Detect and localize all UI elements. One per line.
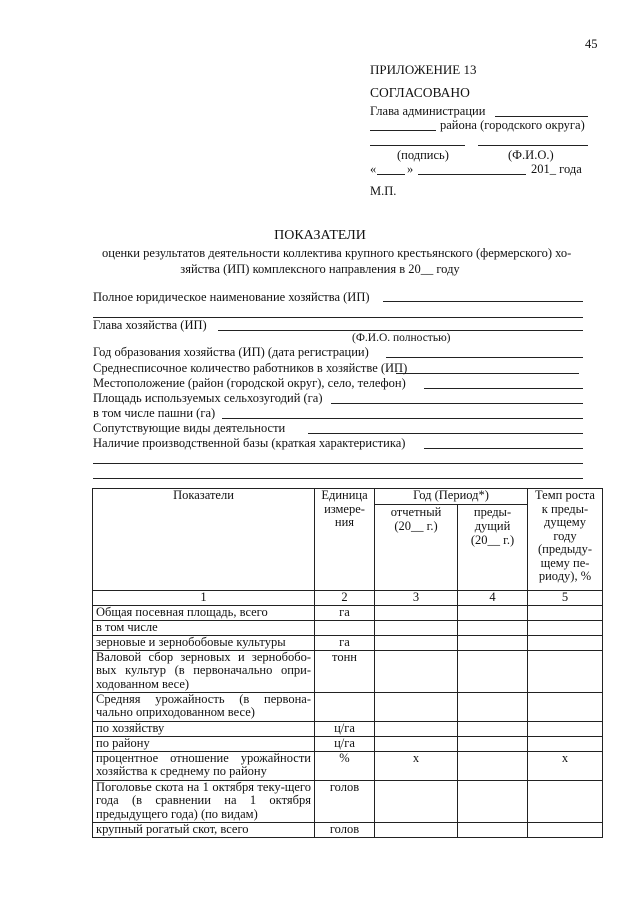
row-growth-value[interactable] bbox=[528, 692, 603, 721]
field-head-hint: (Ф.И.О. полностью) bbox=[352, 332, 451, 344]
row-label: по району bbox=[93, 736, 315, 751]
table-row bbox=[93, 692, 603, 721]
page-number: 45 bbox=[585, 37, 598, 51]
stamp-label: М.П. bbox=[370, 184, 397, 198]
approval-title: СОГЛАСОВАНО bbox=[370, 85, 470, 100]
row-growth-value[interactable] bbox=[528, 650, 603, 692]
signature-line bbox=[370, 145, 465, 146]
row-reporting-value[interactable] bbox=[375, 650, 458, 692]
field-base-line[interactable] bbox=[424, 448, 583, 449]
row-previous-value[interactable] bbox=[458, 605, 528, 620]
field-year-label: Год образования хозяйства (ИП) (дата регистрации) bbox=[93, 345, 369, 359]
row-unit: тонн bbox=[315, 650, 375, 692]
header-growth: Темп роста к преды-дущему году (предыду-щему пе-риоду), % bbox=[528, 489, 603, 591]
date-day-line bbox=[377, 174, 405, 175]
row-unit: % bbox=[315, 751, 375, 780]
date-year: 201_ года bbox=[531, 162, 582, 176]
field-full-name-line[interactable] bbox=[383, 301, 583, 302]
field-arable-label: в том числе пашни (га) bbox=[93, 406, 216, 420]
column-number: 2 bbox=[315, 591, 375, 606]
table-row bbox=[93, 605, 603, 620]
field-base-label: Наличие производственной базы (краткая характеристика) bbox=[93, 436, 406, 450]
date-quote-open: « bbox=[370, 162, 377, 176]
table-row bbox=[93, 635, 603, 650]
row-previous-value[interactable] bbox=[458, 692, 528, 721]
column-number: 5 bbox=[528, 591, 603, 606]
field-area-label: Площадь используемых сельхозугодий (га) bbox=[93, 391, 323, 405]
row-growth-value[interactable] bbox=[528, 736, 603, 751]
row-reporting-value[interactable] bbox=[375, 721, 458, 736]
field-location-label: Местоположение (район (городской округ), село, телефон) bbox=[93, 376, 406, 390]
row-growth-value[interactable] bbox=[528, 780, 603, 822]
field-arable-line[interactable] bbox=[222, 418, 583, 419]
row-reporting-value[interactable] bbox=[375, 605, 458, 620]
head-name-line bbox=[495, 116, 588, 117]
indicators-table bbox=[92, 488, 603, 838]
appendix-label: ПРИЛОЖЕНИЕ 13 bbox=[370, 62, 477, 77]
field-activities-line[interactable] bbox=[308, 433, 583, 434]
field-base-line-3[interactable] bbox=[93, 478, 583, 479]
field-workers-line[interactable] bbox=[396, 373, 579, 374]
header-indicators: Показатели bbox=[93, 489, 315, 591]
row-unit: голов bbox=[315, 780, 375, 822]
row-previous-value[interactable] bbox=[458, 620, 528, 635]
row-unit bbox=[315, 620, 375, 635]
field-area-line[interactable] bbox=[331, 403, 583, 404]
row-unit: ц/га bbox=[315, 721, 375, 736]
row-previous-value[interactable] bbox=[458, 751, 528, 780]
fio-label: (Ф.И.О.) bbox=[508, 148, 554, 162]
row-label: Средняя урожайность (в первона-чально оприходованном весе) bbox=[93, 692, 315, 721]
field-workers-label: Среднесписочное количество работников в хозяйстве (ИП) bbox=[93, 361, 408, 375]
row-unit bbox=[315, 692, 375, 721]
signature-label: (подпись) bbox=[397, 148, 449, 162]
document-title: ПОКАЗАТЕЛИ bbox=[274, 228, 366, 243]
row-label: зерновые и зернобобовые культуры bbox=[93, 635, 315, 650]
header-previous-year: (20__ г.) bbox=[470, 533, 515, 547]
district-name-line bbox=[370, 130, 436, 131]
row-label: в том числе bbox=[93, 620, 315, 635]
row-growth-value[interactable] bbox=[528, 721, 603, 736]
field-base-line-2[interactable] bbox=[93, 463, 583, 464]
row-reporting-value[interactable]: х bbox=[375, 751, 458, 780]
row-reporting-value[interactable] bbox=[375, 736, 458, 751]
table-row bbox=[93, 736, 603, 751]
header-row-1 bbox=[93, 489, 603, 505]
row-growth-value[interactable] bbox=[528, 620, 603, 635]
row-reporting-value[interactable] bbox=[375, 635, 458, 650]
row-reporting-value[interactable] bbox=[375, 780, 458, 822]
column-number: 3 bbox=[375, 591, 458, 606]
document-subtitle-line1: оценки результатов деятельности коллектива крупного крестьянского (фермерского) хо- bbox=[102, 246, 572, 260]
header-unit: Единица измере-ния bbox=[315, 489, 375, 591]
row-previous-value[interactable] bbox=[458, 650, 528, 692]
date-quote-close: » bbox=[407, 162, 414, 176]
fio-line bbox=[478, 145, 588, 146]
field-activities-label: Сопутствующие виды деятельности bbox=[93, 421, 286, 435]
header-previous bbox=[458, 505, 528, 591]
table-row bbox=[93, 822, 603, 837]
table-row bbox=[93, 620, 603, 635]
header-reporting-label: отчетный bbox=[390, 505, 442, 519]
row-label: Поголовье скота на 1 октября теку-щего года (в сравнении на 1 октября предыдущего года) (по видам) bbox=[93, 780, 315, 822]
table-row bbox=[93, 721, 603, 736]
field-full-name-label: Полное юридическое наименование хозяйства (ИП) bbox=[93, 290, 370, 304]
table-row bbox=[93, 751, 603, 780]
approval-head-line: Глава администрации bbox=[370, 104, 486, 118]
header-reporting bbox=[375, 505, 458, 591]
row-previous-value[interactable] bbox=[458, 721, 528, 736]
row-label: Общая посевная площадь, всего bbox=[93, 605, 315, 620]
row-unit: га bbox=[315, 605, 375, 620]
row-reporting-value[interactable] bbox=[375, 692, 458, 721]
table-row bbox=[93, 780, 603, 822]
row-growth-value[interactable]: х bbox=[528, 751, 603, 780]
row-reporting-value[interactable] bbox=[375, 620, 458, 635]
table-row bbox=[93, 650, 603, 692]
field-year-line[interactable] bbox=[386, 357, 583, 358]
header-reporting-year: (20__ г.) bbox=[394, 519, 438, 533]
row-previous-value[interactable] bbox=[458, 780, 528, 822]
approval-district-line: района (городского округа) bbox=[440, 118, 585, 132]
row-reporting-value[interactable] bbox=[375, 822, 458, 837]
row-growth-value[interactable] bbox=[528, 605, 603, 620]
row-growth-value[interactable] bbox=[528, 635, 603, 650]
row-label: процентное отношение урожайности хозяйства к среднему по району bbox=[93, 751, 315, 780]
row-previous-value[interactable] bbox=[458, 635, 528, 650]
column-number: 4 bbox=[458, 591, 528, 606]
document-subtitle-line2: зяйства (ИП) комплексного направления в 20__ году bbox=[180, 262, 460, 276]
field-head-label: Глава хозяйства (ИП) bbox=[93, 318, 207, 332]
column-number: 1 bbox=[93, 591, 315, 606]
date-month-line bbox=[418, 174, 526, 175]
row-unit: голов bbox=[315, 822, 375, 837]
header-previous-label: преды-дущий bbox=[473, 505, 512, 533]
row-unit: га bbox=[315, 635, 375, 650]
field-head-line[interactable] bbox=[218, 330, 583, 331]
row-previous-value[interactable] bbox=[458, 736, 528, 751]
row-growth-value[interactable] bbox=[528, 822, 603, 837]
row-unit: ц/га bbox=[315, 736, 375, 751]
row-label: по хозяйству bbox=[93, 721, 315, 736]
column-numbers-row bbox=[93, 591, 603, 606]
row-previous-value[interactable] bbox=[458, 822, 528, 837]
row-label: крупный рогатый скот, всего bbox=[93, 822, 315, 837]
field-location-line[interactable] bbox=[424, 388, 583, 389]
header-year-period: Год (Период*) bbox=[375, 489, 528, 505]
row-label: Валовой сбор зерновых и зернобобо-вых культур (в первоначально опри-ходованном весе) bbox=[93, 650, 315, 692]
